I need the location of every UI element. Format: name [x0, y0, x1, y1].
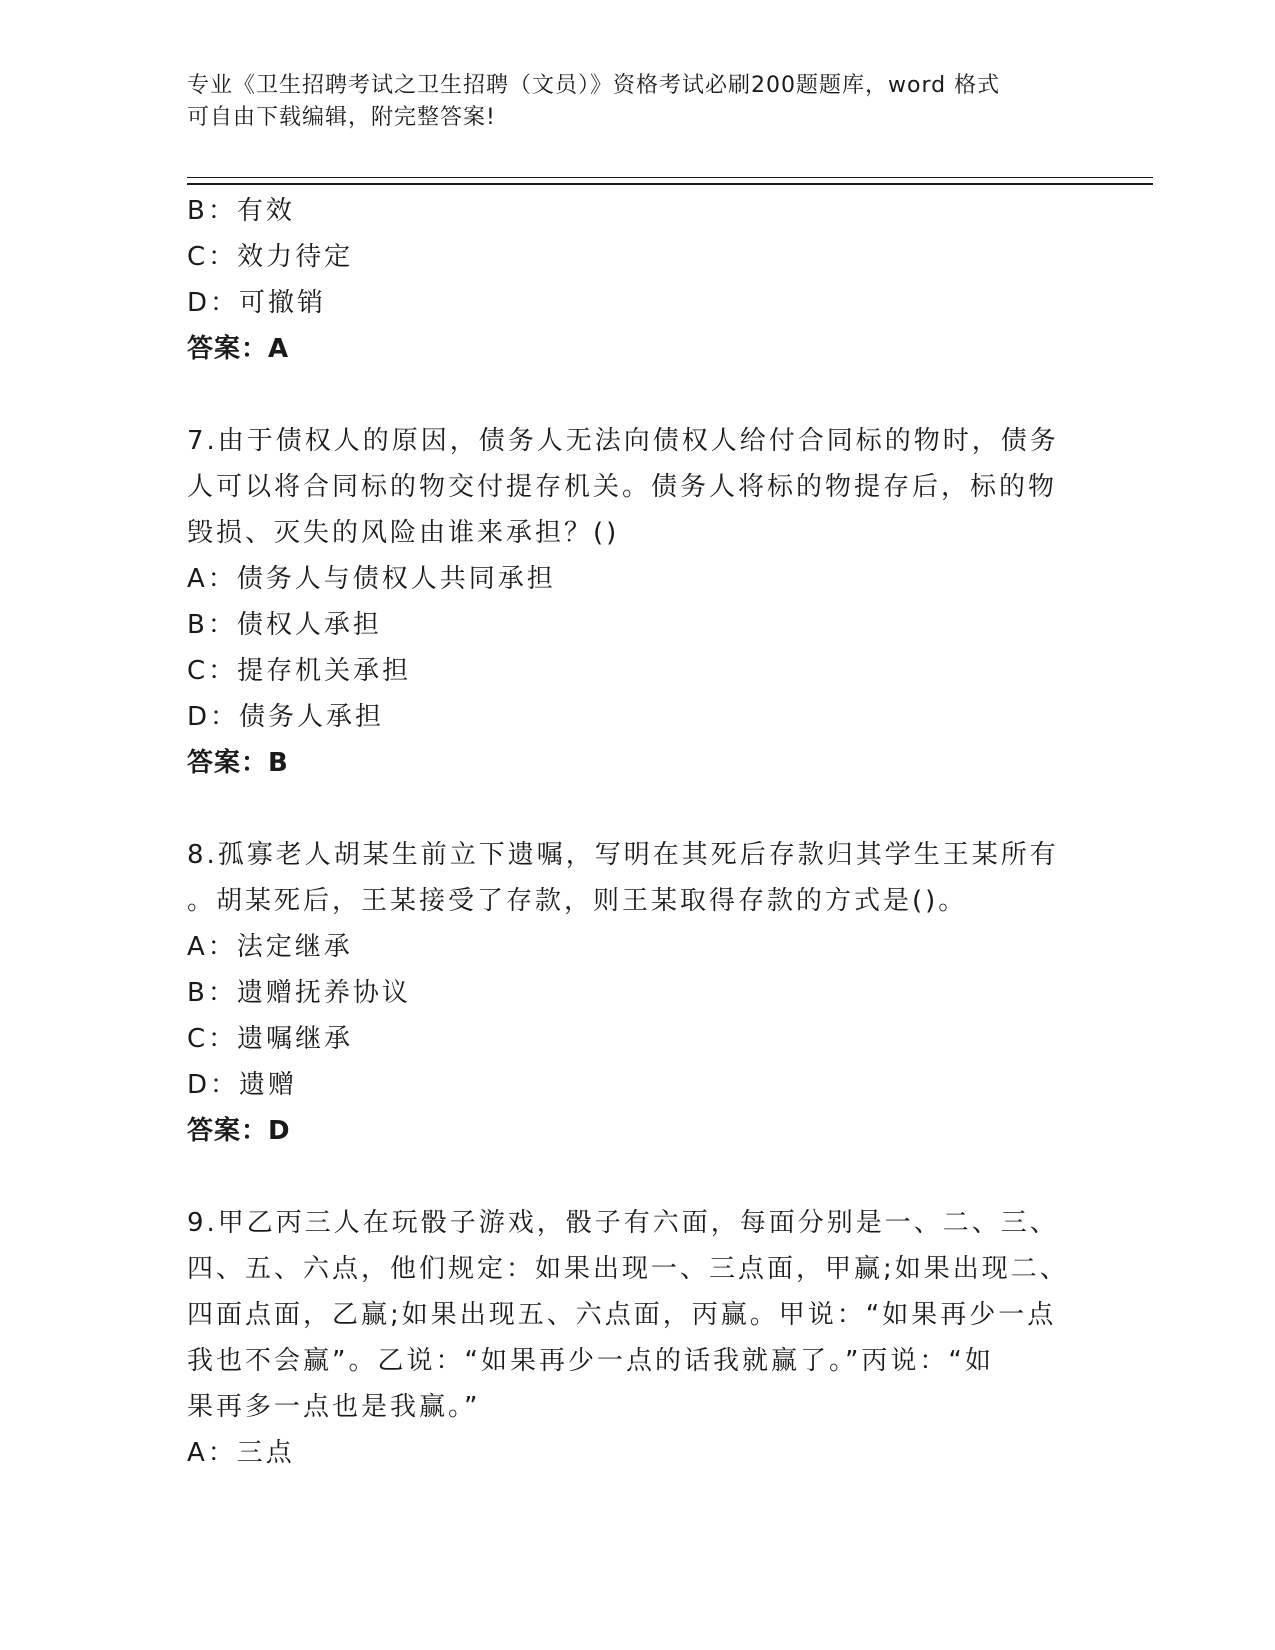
question-text-line: 人可以将合同标的物交付提存机关。债务人将标的物提存后，标的物 — [187, 472, 1058, 502]
spacer — [187, 1154, 1067, 1200]
option-c: C：提存机关承担 — [187, 656, 412, 686]
question-6-continuation — [187, 188, 1067, 372]
page-header — [187, 70, 1067, 134]
option-c: C：遗嘱继承 — [187, 1024, 354, 1054]
header-title-line-2: 可自由下载编辑，附完整答案! — [187, 105, 496, 130]
header-title-line-1: 专业《卫生招聘考试之卫生招聘（文员）》资格考试必刷200题题库，word 格式 — [187, 73, 1001, 98]
option-b: B：遗赠抚养协议 — [187, 978, 411, 1008]
header-divider — [187, 177, 1153, 185]
question-text-line: 四、五、六点，他们规定：如果出现一、三点面，甲赢;如果出现二、 — [187, 1254, 1069, 1284]
question-text-line: 8.孤寡老人胡某生前立下遗嘱，写明在其死后存款归其学生王某所有 — [187, 840, 1059, 870]
option-d: D：债务人承担 — [187, 702, 385, 732]
question-text-line: 四面点面，乙赢;如果出现五、六点面，丙赢。甲说：“如果再少一点 — [187, 1300, 1057, 1330]
question-text-line: 7.由于债权人的原因，债务人无法向债权人给付合同标的物时，债务 — [187, 426, 1059, 456]
question-text-line: 我也不会赢”。乙说：“如果再少一点的话我就赢了。”丙说：“如 — [187, 1346, 994, 1376]
question-text-line: 。胡某死后，王某接受了存款，则王某取得存款的方式是()。 — [187, 886, 968, 916]
option-d: D：遗赠 — [187, 1070, 298, 1100]
question-text-line: 果再多一点也是我赢。” — [187, 1392, 481, 1422]
question-9 — [187, 1200, 1067, 1476]
option-a: A：法定继承 — [187, 932, 353, 962]
question-8 — [187, 832, 1067, 1154]
option-c: C：效力待定 — [187, 242, 354, 272]
question-text — [187, 832, 1067, 924]
option-a: A：三点 — [187, 1438, 295, 1468]
question-text-line: 9.甲乙丙三人在玩骰子游戏，骰子有六面，每面分别是一、二、三、 — [187, 1208, 1059, 1238]
answer-line: 答案：D — [187, 1116, 291, 1146]
answer-line: 答案：A — [187, 334, 290, 364]
option-b: B：债权人承担 — [187, 610, 382, 640]
option-a: A：债务人与债权人共同承担 — [187, 564, 556, 594]
spacer — [187, 372, 1067, 418]
option-d: D：可撤销 — [187, 288, 327, 318]
answer-line: 答案：B — [187, 748, 289, 778]
spacer — [187, 786, 1067, 832]
option-b: B：有效 — [187, 196, 295, 226]
question-text-line: 毁损、灭失的风险由谁来承担？() — [187, 518, 620, 548]
question-7 — [187, 418, 1067, 786]
question-content — [187, 188, 1067, 1476]
question-text — [187, 1200, 1067, 1430]
question-text — [187, 418, 1067, 556]
